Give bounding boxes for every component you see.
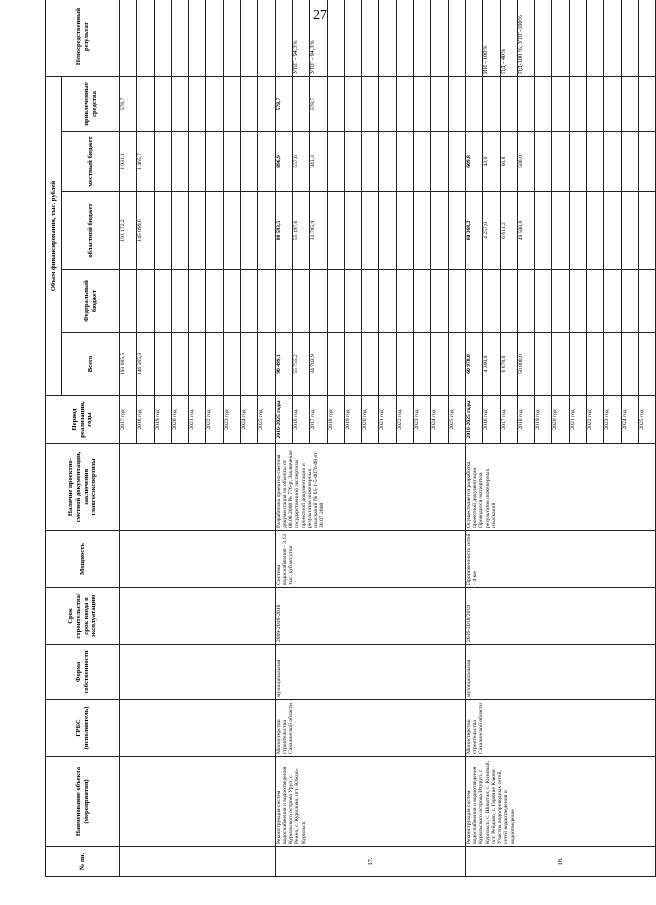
total-cell	[587, 333, 604, 396]
page-number: 27	[313, 8, 327, 23]
total-cell	[552, 333, 569, 396]
total-cell	[621, 333, 638, 396]
result-cell	[171, 0, 188, 77]
period-cell: 2017 год	[120, 396, 137, 444]
federal-cell	[310, 270, 327, 333]
federal-cell	[206, 270, 223, 333]
period-cell: 2020 год	[552, 396, 569, 444]
header-term: Срок строительства/ срок ввода в эксплуатацию	[46, 588, 120, 645]
local-cell	[535, 132, 552, 192]
total-cell	[431, 333, 448, 396]
local-cell: 557,6	[292, 132, 309, 192]
regional-cell	[362, 192, 379, 270]
term-cell	[120, 588, 276, 645]
regional-cell	[552, 192, 569, 270]
result-cell	[569, 0, 586, 77]
header-ownership: Форма собственности	[46, 645, 120, 700]
attracted-cell	[638, 77, 655, 132]
federal-cell	[120, 270, 137, 333]
header-result: Непосредственный результат	[46, 0, 120, 77]
regional-cell	[414, 192, 431, 270]
local-cell	[327, 132, 344, 192]
regional-cell	[206, 192, 223, 270]
total-cell	[362, 333, 379, 396]
result-cell: УПГ - 94,3%	[292, 0, 309, 77]
regional-cell	[344, 192, 361, 270]
financing-table	[45, 0, 656, 877]
attracted-cell	[535, 77, 552, 132]
result-cell: ПД - 40%	[500, 0, 517, 77]
local-cell: 341,3	[310, 132, 327, 192]
regional-cell: 6 611,2	[500, 192, 517, 270]
federal-cell	[189, 270, 206, 333]
result-cell	[414, 0, 431, 77]
federal-cell	[344, 270, 361, 333]
local-cell	[344, 132, 361, 192]
result-cell	[535, 0, 552, 77]
period-cell: 2022 год	[396, 396, 413, 444]
attracted-cell	[396, 77, 413, 132]
federal-cell	[292, 270, 309, 333]
period-cell: 2025 год	[638, 396, 655, 444]
local-cell	[414, 132, 431, 192]
period-cell: 2019 год	[344, 396, 361, 444]
regional-cell	[379, 192, 396, 270]
federal-cell	[500, 270, 517, 333]
result-cell	[154, 0, 171, 77]
regional-cell	[258, 192, 275, 270]
no-cell	[120, 847, 276, 877]
result-cell	[275, 0, 292, 77]
total-cell: 34 703,9	[310, 333, 327, 396]
federal-cell	[448, 270, 465, 333]
total-cell	[223, 333, 240, 396]
header-docs: Наличие проектно-сметной документации, заключения главгосэкспертизы	[46, 444, 120, 531]
federal-cell	[517, 270, 534, 333]
table-row	[465, 0, 482, 877]
attracted-cell	[483, 77, 500, 132]
total-cell	[396, 333, 413, 396]
attracted-cell	[517, 77, 534, 132]
federal-cell	[258, 270, 275, 333]
local-cell	[154, 132, 171, 192]
total-cell	[414, 333, 431, 396]
capacity-cell: Система водоснабжения - 3,13 тыс. куб.м/сутки	[275, 531, 465, 588]
federal-cell	[535, 270, 552, 333]
local-cell	[621, 132, 638, 192]
period-cell: 2021 год	[379, 396, 396, 444]
federal-cell	[604, 270, 621, 333]
period-cell: 2023 год	[604, 396, 621, 444]
total-cell: 4 300,0	[483, 333, 500, 396]
local-cell	[258, 132, 275, 192]
attracted-cell	[465, 77, 482, 132]
period-cell: 2024 год	[621, 396, 638, 444]
attracted-cell	[621, 77, 638, 132]
local-cell	[638, 132, 655, 192]
federal-cell	[327, 270, 344, 333]
regional-cell	[154, 192, 171, 270]
total-cell: 90 499,1	[275, 333, 292, 396]
table-body	[120, 0, 656, 877]
result-cell	[379, 0, 396, 77]
regional-cell	[448, 192, 465, 270]
total-cell	[154, 333, 171, 396]
local-cell: 609,8	[465, 132, 482, 192]
ownership-cell: муниципальная	[275, 645, 465, 700]
period-cell: 2021 год	[189, 396, 206, 444]
attracted-cell	[414, 77, 431, 132]
local-cell	[241, 132, 258, 192]
federal-cell	[431, 270, 448, 333]
regional-cell	[171, 192, 188, 270]
regional-cell: 49 500,0	[517, 192, 534, 270]
federal-cell	[275, 270, 292, 333]
regional-cell: 55 197,6	[292, 192, 309, 270]
local-cell: 896,9	[275, 132, 292, 192]
local-cell	[396, 132, 413, 192]
federal-cell	[621, 270, 638, 333]
header-federal: Федеральный бюджет	[62, 270, 120, 333]
total-cell	[604, 333, 621, 396]
result-cell	[137, 0, 154, 77]
regional-cell	[535, 192, 552, 270]
local-cell: 66,8	[500, 132, 517, 192]
attracted-cell: 578,7	[275, 77, 292, 132]
local-cell	[171, 132, 188, 192]
local-cell	[223, 132, 240, 192]
total-cell: 55 755,2	[292, 333, 309, 396]
federal-cell	[137, 270, 154, 333]
result-cell	[448, 0, 465, 77]
header-period: Период реализации, годы	[46, 396, 120, 444]
capacity-cell: Протяженность сетей - 4 км	[465, 531, 655, 588]
result-cell	[241, 0, 258, 77]
period-cell: 2025 год	[258, 396, 275, 444]
docs-cell: Осуществляется разработка проектной документации. Проводится экспертиза результатов инженерных изысканий	[465, 444, 655, 531]
attracted-cell	[171, 77, 188, 132]
regional-cell	[223, 192, 240, 270]
regional-cell: 33 785,9	[310, 192, 327, 270]
period-cell: 2018 год	[327, 396, 344, 444]
period-cell: 2016 год	[483, 396, 500, 444]
header-funding: Объем финансирования, тыс. рублей	[46, 77, 62, 396]
period-cell: 2019 год	[154, 396, 171, 444]
regional-cell	[396, 192, 413, 270]
total-cell	[258, 333, 275, 396]
attracted-cell	[223, 77, 240, 132]
regional-cell: 88 593,5	[275, 192, 292, 270]
period-cell: 2023 год	[223, 396, 240, 444]
result-cell	[552, 0, 569, 77]
docs-cell: Разработана проектно-сметная документация на объекты от 08.08.2008 № 776-р; Заключение государственной экспертизы проектной документации и результатов инженерных изысканий № 65-1-5-0076-08 от 30.07.2008	[275, 444, 465, 531]
row-number: 17.	[275, 847, 465, 877]
period-cell: 2023 год	[414, 396, 431, 444]
period-cell: 2020 год	[171, 396, 188, 444]
attracted-cell	[258, 77, 275, 132]
attracted-cell	[431, 77, 448, 132]
total-cell	[241, 333, 258, 396]
federal-cell	[154, 270, 171, 333]
result-cell	[327, 0, 344, 77]
total-cell	[535, 333, 552, 396]
federal-cell	[465, 270, 482, 333]
local-cell: 500,0	[517, 132, 534, 192]
local-cell: 43,0	[483, 132, 500, 192]
local-cell	[448, 132, 465, 192]
local-cell	[587, 132, 604, 192]
header-total: Всего	[62, 333, 120, 396]
attracted-cell	[292, 77, 309, 132]
attracted-cell	[448, 77, 465, 132]
result-cell	[587, 0, 604, 77]
result-cell	[189, 0, 206, 77]
federal-cell	[483, 270, 500, 333]
result-cell	[362, 0, 379, 77]
federal-cell	[587, 270, 604, 333]
federal-cell	[552, 270, 569, 333]
attracted-cell	[137, 77, 154, 132]
regional-cell	[431, 192, 448, 270]
result-cell: ИИ - 100%	[483, 0, 500, 77]
local-cell: 1 931,1	[120, 132, 137, 192]
table-row	[275, 0, 292, 877]
result-cell: УПГ - 94,3%	[310, 0, 327, 77]
table-header	[46, 0, 120, 877]
regional-cell	[621, 192, 638, 270]
total-cell	[189, 333, 206, 396]
federal-cell	[569, 270, 586, 333]
header-local: местный бюджет	[62, 132, 120, 192]
header-capacity: Мощность	[46, 531, 120, 588]
header-regional: областной бюджет	[62, 192, 120, 270]
result-cell	[604, 0, 621, 77]
grbs-cell: Министерство строительства Сахалинской области	[275, 700, 465, 757]
period-cell: 2018 год	[137, 396, 154, 444]
ownership-cell: муниципальная	[465, 645, 655, 700]
attracted-cell	[362, 77, 379, 132]
regional-cell	[189, 192, 206, 270]
header-grbs: ГРБС (исполнитель)	[46, 700, 120, 757]
attracted-cell	[587, 77, 604, 132]
attracted-cell	[552, 77, 569, 132]
header-attracted: привлеченные средства	[62, 77, 120, 132]
local-cell	[604, 132, 621, 192]
regional-cell	[587, 192, 604, 270]
local-cell	[431, 132, 448, 192]
docs-cell	[120, 444, 276, 531]
period-cell: 2020 год	[362, 396, 379, 444]
attracted-cell	[379, 77, 396, 132]
result-cell	[344, 0, 361, 77]
name-cell	[120, 757, 276, 847]
local-cell	[552, 132, 569, 192]
row-number: 18.	[465, 847, 655, 877]
total-cell	[206, 333, 223, 396]
attracted-cell: 578,7	[310, 77, 327, 132]
attracted-cell	[154, 77, 171, 132]
header-name: Наименование объекта (мероприятия)	[46, 757, 120, 847]
result-cell	[120, 0, 137, 77]
result-cell: ПД-100 %, УПГ-100%	[517, 0, 534, 77]
capacity-cell	[120, 531, 276, 588]
federal-cell	[241, 270, 258, 333]
total-cell	[171, 333, 188, 396]
federal-cell	[638, 270, 655, 333]
attracted-cell	[206, 77, 223, 132]
regional-cell: 145 099,6	[137, 192, 154, 270]
header-no: № пп.	[46, 847, 120, 877]
total-cell: 146 565,3	[137, 333, 154, 396]
period-cell: 2016-2025 годы	[465, 396, 482, 444]
federal-cell	[379, 270, 396, 333]
attracted-cell	[569, 77, 586, 132]
period-cell: 2016 год	[292, 396, 309, 444]
federal-cell	[362, 270, 379, 333]
object-name: Реконструкция систем водоснабжения и водоотведения Курильского острова Итуруп, г. Курильск, с. Шикотан, с. Китовый, пгт. Рейдово, с. Горячие Ключи. Участок водопроводных сетей, сетей водоотведения и водоотведение	[465, 757, 655, 847]
regional-cell	[604, 192, 621, 270]
total-cell: 50 000,0	[517, 333, 534, 396]
regional-cell	[638, 192, 655, 270]
total-cell	[569, 333, 586, 396]
local-cell: 1 465,7	[137, 132, 154, 192]
total-cell	[638, 333, 655, 396]
period-cell: 2017 год	[310, 396, 327, 444]
result-cell	[396, 0, 413, 77]
result-cell	[223, 0, 240, 77]
period-cell: 2024 год	[241, 396, 258, 444]
local-cell	[362, 132, 379, 192]
total-cell	[379, 333, 396, 396]
local-cell	[189, 132, 206, 192]
regional-cell	[569, 192, 586, 270]
result-cell	[621, 0, 638, 77]
local-cell	[206, 132, 223, 192]
period-cell: 2019 год	[535, 396, 552, 444]
result-cell	[638, 0, 655, 77]
period-cell: 2018 год	[517, 396, 534, 444]
result-cell	[206, 0, 223, 77]
federal-cell	[414, 270, 431, 333]
period-cell: 2022 год	[206, 396, 223, 444]
table-row	[120, 0, 137, 877]
regional-cell	[327, 192, 344, 270]
result-cell	[465, 0, 482, 77]
total-cell: 60 978,0	[465, 333, 482, 396]
attracted-cell	[344, 77, 361, 132]
total-cell	[448, 333, 465, 396]
attracted-cell	[604, 77, 621, 132]
ownership-cell	[120, 645, 276, 700]
period-cell: 2024 год	[431, 396, 448, 444]
result-cell	[431, 0, 448, 77]
regional-cell: 191 172,2	[120, 192, 137, 270]
regional-cell: 4 257,0	[483, 192, 500, 270]
regional-cell: 60 368,2	[465, 192, 482, 270]
total-cell: 193 685,5	[120, 333, 137, 396]
attracted-cell	[327, 77, 344, 132]
attracted-cell	[500, 77, 517, 132]
attracted-cell	[189, 77, 206, 132]
federal-cell	[396, 270, 413, 333]
period-cell: 2016-2025 годы	[275, 396, 292, 444]
term-cell: 2016-2018/2019	[465, 588, 655, 645]
total-cell	[344, 333, 361, 396]
attracted-cell: 578,7	[120, 77, 137, 132]
grbs-cell	[120, 700, 276, 757]
term-cell: 2009-2016-2018	[275, 588, 465, 645]
federal-cell	[223, 270, 240, 333]
federal-cell	[171, 270, 188, 333]
period-cell: 2022 год	[587, 396, 604, 444]
result-cell	[258, 0, 275, 77]
local-cell	[379, 132, 396, 192]
period-cell: 2017 год	[500, 396, 517, 444]
period-cell: 2021 год	[569, 396, 586, 444]
object-name: Реконструкция систем водоснабжения и водоотведения Курильского острова Уруп, с. Реино, с. Курилово, пгт. Южно-Курильск	[275, 757, 465, 847]
total-cell	[327, 333, 344, 396]
attracted-cell	[241, 77, 258, 132]
total-cell: 6 678,0	[500, 333, 517, 396]
local-cell	[569, 132, 586, 192]
grbs-cell: Министерство строительства Сахалинской области	[465, 700, 655, 757]
period-cell: 2025 год	[448, 396, 465, 444]
regional-cell	[241, 192, 258, 270]
